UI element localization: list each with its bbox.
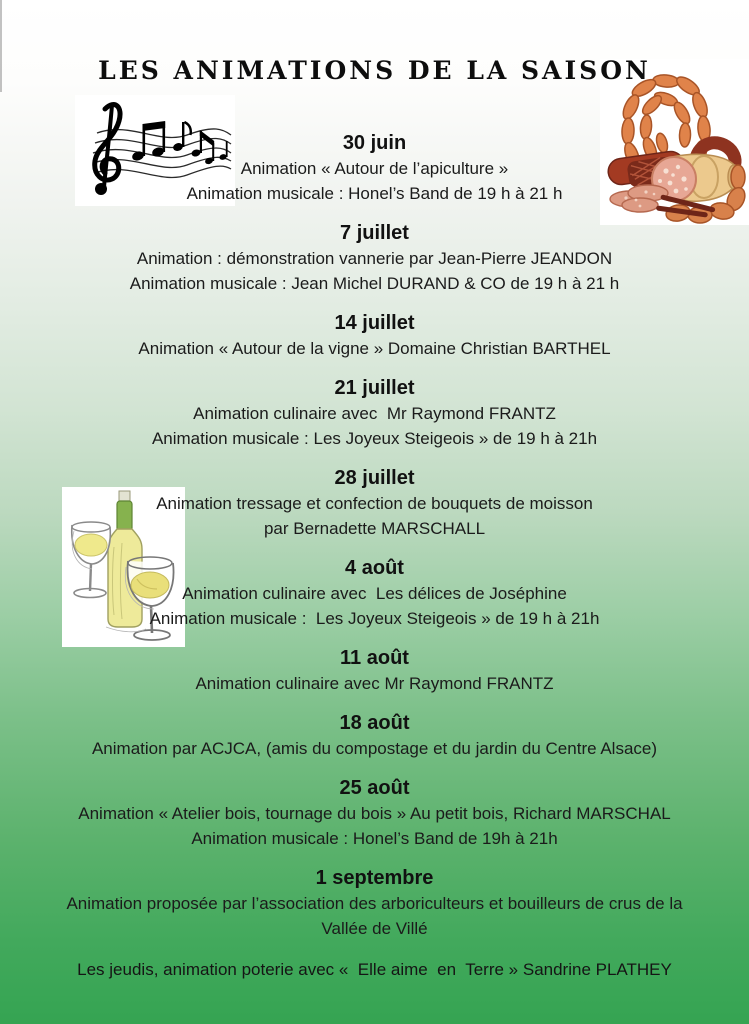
event-date: 25 août [339, 777, 410, 799]
event-date: 30 juin [342, 132, 407, 154]
event-18-aout [0, 710, 749, 761]
event-line: Animation proposée par l’association des arboriculteurs et bouilleurs de crus de la [66, 894, 683, 913]
event-date: 1 septembre [315, 867, 434, 889]
event-28-juillet [0, 465, 749, 541]
footer-note: Les jeudis, animation poterie avec « Elle aime en Terre » Sandrine PLATHEY [77, 960, 672, 979]
event-line: Animation musicale : Honel’s Band de 19h à 21h [191, 829, 558, 848]
event-line: par Bernadette MARSCHALL [263, 519, 486, 538]
event-4-aout [0, 555, 749, 631]
event-25-aout [0, 775, 749, 851]
events-list [0, 130, 749, 982]
event-line: Animation « Autour de l’apiculture » [240, 159, 509, 178]
event-1-septembre [0, 865, 749, 941]
event-date: 7 juillet [340, 222, 409, 244]
event-line: Vallée de Villé [321, 919, 428, 938]
event-line: Animation culinaire avec Mr Raymond FRANTZ [193, 404, 556, 423]
event-11-aout [0, 645, 749, 696]
event-30-juin [0, 130, 749, 206]
event-21-juillet [0, 375, 749, 451]
event-date: 18 août [339, 712, 410, 734]
event-line: Animation musicale : Les Joyeux Steigeois » de 19 h à 21h [151, 429, 598, 448]
event-date: 14 juillet [334, 312, 415, 334]
page-title: LES ANIMATIONS DE LA SAISON [98, 56, 651, 85]
event-date: 4 août [345, 557, 404, 579]
event-line: Animation « Atelier bois, tournage du bois » Au petit bois, Richard MARSCHAL [78, 804, 671, 823]
event-date: 11 août [340, 647, 409, 669]
event-line: Animation « Autour de la vigne » Domaine Christian BARTHEL [138, 339, 611, 358]
event-line: Animation culinaire avec Mr Raymond FRANTZ [195, 674, 554, 693]
event-line: Animation musicale : Honel’s Band de 19 h à 21 h [186, 184, 563, 203]
event-line: Animation musicale : Jean Michel DURAND & CO de 19 h à 21 h [129, 274, 620, 293]
event-date: 21 juillet [334, 377, 415, 399]
event-line: Animation par ACJCA, (amis du compostage et du jardin du Centre Alsace) [91, 739, 658, 758]
event-date: 28 juillet [334, 467, 415, 489]
event-14-juillet [0, 310, 749, 361]
event-line: Animation tressage et confection de bouquets de moisson [156, 494, 593, 513]
event-line: Animation culinaire avec Les délices de Joséphine [182, 584, 567, 603]
event-line: Animation : démonstration vannerie par Jean-Pierre JEANDON [136, 249, 613, 268]
event-line: Animation musicale : Les Joyeux Steigeois » de 19 h à 21h [149, 609, 600, 628]
event-7-juillet [0, 220, 749, 296]
